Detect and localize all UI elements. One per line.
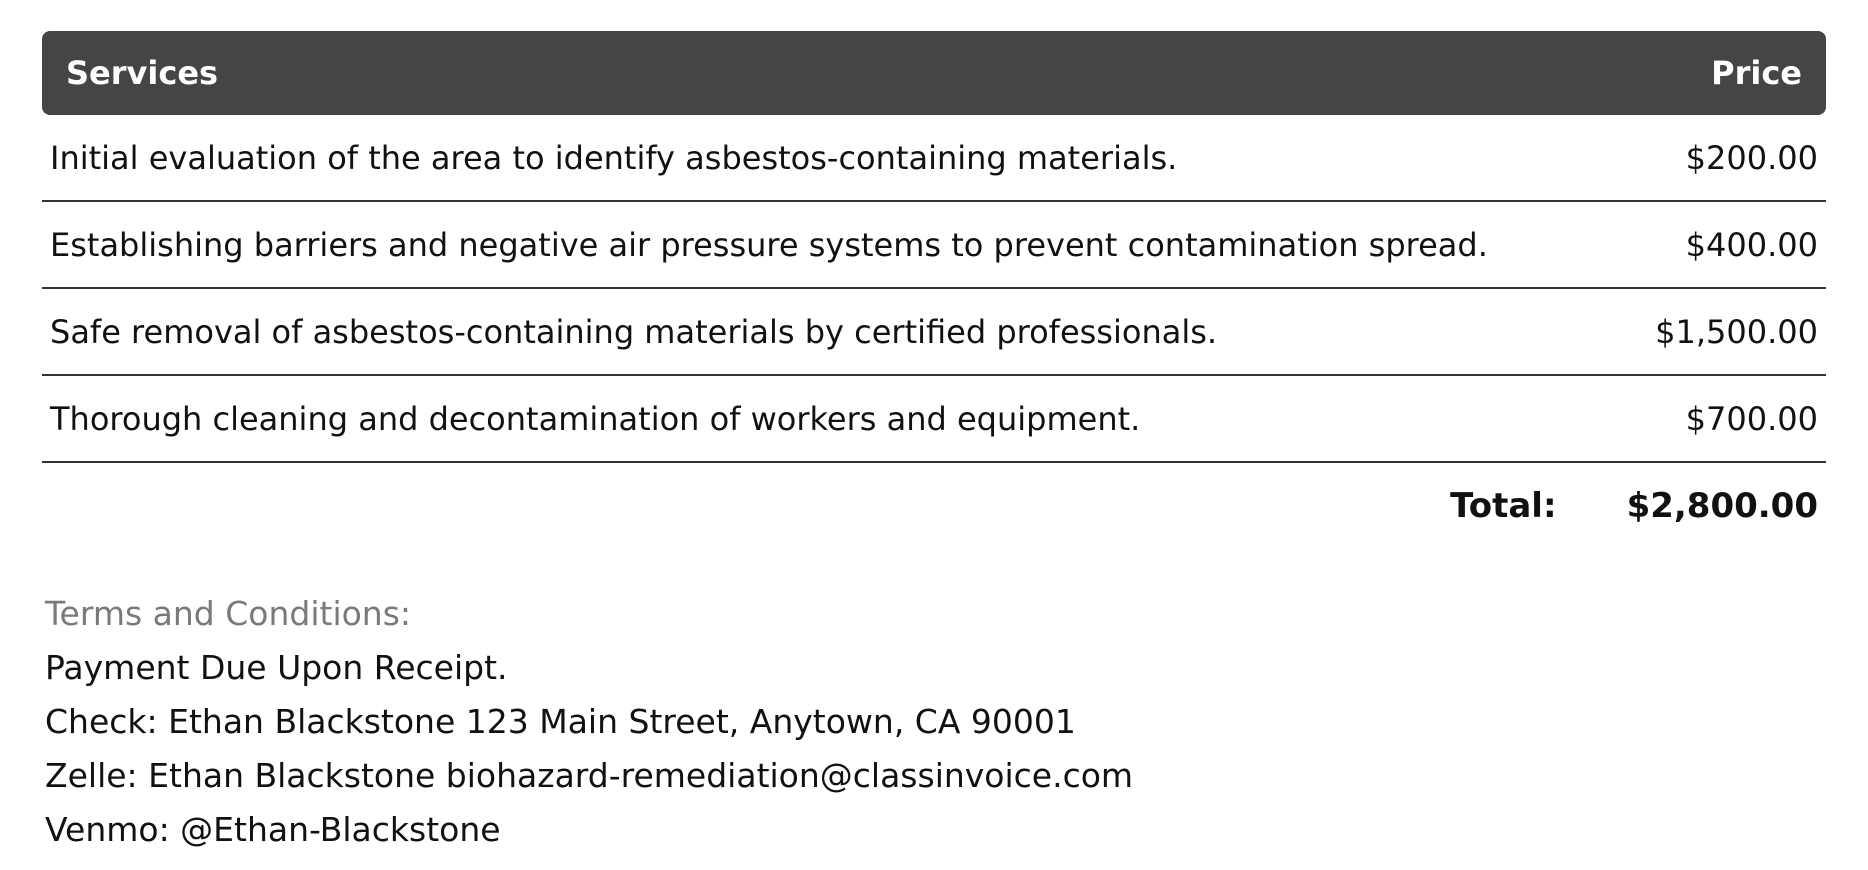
terms-line-zelle: Zelle: Ethan Blackstone biohazard-remediation@classinvoice.com (45, 756, 1134, 795)
table-row (42, 288, 1826, 375)
service-description: Thorough cleaning and decontamination of workers and equipment. (42, 375, 1518, 462)
table-header-row (42, 31, 1826, 115)
invoice-services-section (42, 31, 1826, 857)
terms-line-venmo: Venmo: @Ethan-Blackstone (45, 810, 501, 849)
total-value: $2,800.00 (1626, 486, 1818, 526)
service-description: Initial evaluation of the area to identify asbestos-containing materials. (42, 115, 1518, 201)
service-price: $700.00 (1518, 375, 1826, 462)
table-row (42, 201, 1826, 288)
service-price: $200.00 (1518, 115, 1826, 201)
total-label: Total: (1450, 486, 1557, 526)
service-description: Establishing barriers and negative air pressure systems to prevent contamination spread. (42, 201, 1518, 288)
header-services: Services (66, 54, 219, 92)
services-table (42, 31, 1826, 463)
terms-line-check: Check: Ethan Blackstone 123 Main Street, Anytown, CA 90001 (45, 702, 1076, 741)
service-price: $1,500.00 (1518, 288, 1826, 375)
table-row (42, 375, 1826, 462)
terms-line-payment: Payment Due Upon Receipt. (45, 648, 508, 687)
header-price: Price (1711, 54, 1802, 92)
table-row (42, 115, 1826, 201)
total-row (42, 463, 1826, 549)
terms-section (42, 587, 1826, 857)
service-price: $400.00 (1518, 201, 1826, 288)
terms-title: Terms and Conditions: (45, 594, 412, 633)
service-description: Safe removal of asbestos-containing materials by certified professionals. (42, 288, 1518, 375)
